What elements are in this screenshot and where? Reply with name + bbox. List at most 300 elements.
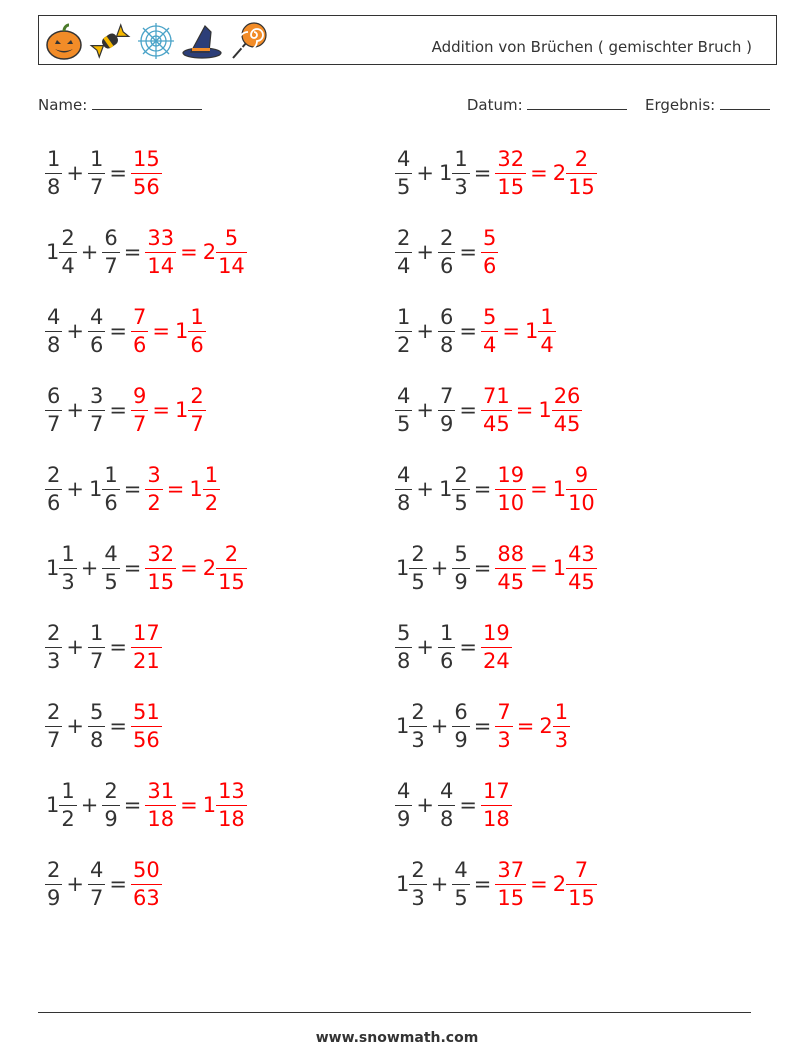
equals-sign: = [123, 240, 142, 264]
addend-b-fraction [89, 699, 104, 752]
answer-mixed-whole: 1 [524, 319, 539, 343]
problem-item [46, 457, 219, 521]
addend-a-fraction [410, 699, 425, 752]
answer-improper-denominator: 18 [147, 806, 175, 831]
answer-mixed-whole: 2 [202, 556, 217, 580]
answer-improper-denominator: 15 [497, 885, 525, 910]
addend-b-fraction [89, 857, 104, 910]
equals-sign: = [123, 556, 142, 580]
answer-improper-fraction [132, 699, 161, 752]
answer-mixed-numerator: 26 [553, 383, 581, 408]
answer-improper-denominator: 56 [132, 727, 160, 752]
plus-sign: + [416, 240, 434, 264]
problem-item [46, 852, 161, 916]
addend-a-whole: 1 [46, 793, 60, 817]
addend-a-numerator: 2 [47, 857, 61, 882]
addend-a-denominator: 3 [61, 569, 75, 594]
problem-item [396, 536, 596, 600]
plus-sign: + [416, 477, 434, 501]
equals-sign: = [109, 635, 127, 659]
addend-b-denominator: 8 [439, 806, 454, 831]
addend-b-fraction [103, 778, 118, 831]
addend-b-fraction [103, 225, 118, 278]
equals-sign: = [109, 161, 127, 185]
answer-mixed-whole: 1 [552, 477, 567, 501]
answer-improper-numerator: 17 [132, 620, 160, 645]
answer-improper-numerator: 32 [147, 541, 175, 566]
answer-mixed-denominator: 15 [568, 174, 595, 199]
answer-mixed-denominator: 2 [204, 490, 219, 515]
addend-b-denominator: 7 [104, 253, 118, 278]
answer-improper-denominator: 2 [147, 490, 161, 515]
equals-sign: = [123, 477, 142, 501]
addend-a-denominator: 7 [47, 411, 61, 436]
addend-b-fraction [103, 462, 118, 515]
addend-b-numerator: 1 [104, 462, 118, 487]
answer-mixed-numerator: 1 [190, 304, 204, 329]
addend-b-numerator: 4 [104, 541, 118, 566]
addend-b-denominator: 6 [89, 332, 104, 357]
plus-sign: + [66, 319, 84, 343]
answer-mixed-denominator: 4 [540, 332, 554, 357]
answer-mixed-numerator: 1 [540, 304, 554, 329]
answer-improper-fraction [482, 778, 511, 831]
problem-item [46, 536, 246, 600]
answer-improper-denominator: 14 [147, 253, 175, 278]
answer-improper-denominator: 6 [482, 253, 497, 278]
equals-sign: = [473, 556, 492, 580]
answer-improper-fraction [496, 541, 525, 594]
answer-improper-fraction [482, 225, 497, 278]
answer-mixed-fraction [567, 541, 596, 594]
addend-a-numerator: 1 [397, 304, 411, 329]
addend-b-denominator: 9 [454, 727, 468, 752]
answer-mixed-denominator: 10 [568, 490, 595, 515]
addend-b-fraction [89, 620, 104, 673]
answer-mixed-numerator: 1 [554, 699, 569, 724]
addend-a-denominator: 9 [397, 806, 411, 831]
equals-sign: = [459, 793, 477, 817]
addend-b-denominator: 8 [439, 332, 454, 357]
plus-sign: + [416, 635, 434, 659]
equals-sign: = [473, 872, 492, 896]
answer-improper-fraction [132, 146, 161, 199]
answer-improper-numerator: 19 [497, 462, 525, 487]
addend-a-fraction [46, 383, 61, 436]
addend-b-fraction [453, 857, 468, 910]
addend-b-fraction [89, 146, 104, 199]
answer-improper-denominator: 10 [497, 490, 525, 515]
answer-improper-denominator: 21 [132, 648, 160, 673]
answer-mixed-fraction [567, 857, 596, 910]
addend-a-denominator: 4 [397, 253, 411, 278]
answer-improper-numerator: 31 [147, 778, 175, 803]
addend-b-denominator: 9 [454, 569, 468, 594]
answer-equals-sign: = [515, 398, 534, 422]
answer-equals-sign: = [180, 793, 198, 817]
name-label: Name: [38, 96, 88, 114]
answer-mixed-denominator: 18 [218, 806, 245, 831]
answer-mixed-fraction [217, 225, 246, 278]
problem-item [46, 773, 246, 837]
addend-b-numerator: 5 [89, 699, 104, 724]
footer-divider [38, 1012, 751, 1013]
problem-item [46, 141, 161, 205]
addend-b-denominator: 5 [454, 490, 468, 515]
answer-improper-denominator: 45 [497, 569, 525, 594]
answer-improper-numerator: 15 [132, 146, 160, 171]
answer-improper-numerator: 33 [147, 225, 175, 250]
addend-a-denominator: 8 [47, 174, 61, 199]
answer-improper-numerator: 17 [482, 778, 510, 803]
addend-a-fraction [410, 857, 425, 910]
answer-improper-numerator: 7 [132, 304, 147, 329]
plus-sign: + [80, 793, 99, 817]
answer-mixed-denominator: 45 [568, 569, 595, 594]
answer-improper-fraction [146, 462, 161, 515]
addend-b-denominator: 6 [439, 648, 454, 673]
answer-mixed-denominator: 7 [190, 411, 204, 436]
answer-mixed-fraction [189, 383, 204, 436]
answer-mixed-numerator: 2 [574, 146, 589, 171]
answer-improper-denominator: 45 [482, 411, 510, 436]
addend-b-denominator: 7 [89, 174, 104, 199]
answer-mixed-whole: 1 [552, 556, 567, 580]
addend-b-numerator: 5 [454, 541, 468, 566]
answer-improper-fraction [132, 383, 147, 436]
answer-mixed-numerator: 43 [568, 541, 595, 566]
answer-mixed-whole: 2 [539, 714, 553, 738]
answer-equals-sign: = [180, 556, 198, 580]
addend-b-fraction [89, 304, 104, 357]
addend-b-denominator: 6 [439, 253, 454, 278]
problem-item [396, 457, 596, 521]
addend-b-numerator: 1 [89, 146, 104, 171]
equals-sign: = [473, 714, 492, 738]
addend-b-denominator: 7 [89, 648, 104, 673]
answer-improper-denominator: 18 [482, 806, 510, 831]
addend-a-fraction [46, 699, 61, 752]
equals-sign: = [109, 714, 127, 738]
plus-sign: + [66, 714, 84, 738]
answer-improper-numerator: 9 [132, 383, 147, 408]
addend-b-fraction [439, 620, 454, 673]
addend-a-denominator: 3 [411, 727, 425, 752]
answer-improper-fraction [132, 857, 161, 910]
addend-a-fraction [60, 225, 75, 278]
answer-improper-denominator: 15 [497, 174, 525, 199]
problem-item [396, 299, 555, 363]
plus-sign: + [66, 635, 84, 659]
addend-b-numerator: 4 [454, 857, 468, 882]
equals-sign: = [109, 319, 127, 343]
plus-sign: + [66, 872, 84, 896]
addend-a-fraction [46, 304, 61, 357]
addend-a-whole: 1 [396, 714, 410, 738]
addend-a-fraction [410, 541, 425, 594]
addend-a-denominator: 5 [411, 569, 425, 594]
addend-b-fraction [89, 383, 104, 436]
answer-improper-numerator: 3 [147, 462, 161, 487]
answer-equals-sign: = [530, 161, 548, 185]
addend-b-fraction [453, 462, 468, 515]
answer-mixed-fraction [553, 383, 582, 436]
addend-b-numerator: 6 [454, 699, 468, 724]
addend-a-denominator: 5 [397, 411, 411, 436]
addend-b-fraction [453, 146, 468, 199]
answer-equals-sign: = [180, 240, 198, 264]
plus-sign: + [80, 556, 99, 580]
addend-b-denominator: 8 [89, 727, 104, 752]
answer-improper-denominator: 4 [482, 332, 497, 357]
problem-item [46, 299, 205, 363]
answer-improper-fraction [146, 778, 175, 831]
addend-a-numerator: 2 [411, 699, 425, 724]
addend-a-denominator: 8 [397, 648, 411, 673]
problem-item [46, 378, 205, 442]
addend-b-fraction [453, 541, 468, 594]
addend-a-numerator: 2 [411, 541, 425, 566]
addend-a-fraction [396, 462, 411, 515]
answer-mixed-whole: 1 [174, 398, 189, 422]
addend-b-whole: 1 [438, 477, 453, 501]
plus-sign: + [416, 398, 434, 422]
addend-a-numerator: 6 [47, 383, 61, 408]
addend-b-numerator: 4 [89, 857, 104, 882]
problem-item [396, 773, 511, 837]
answer-improper-fraction [132, 304, 147, 357]
addend-a-denominator: 2 [397, 332, 411, 357]
answer-improper-denominator: 15 [147, 569, 175, 594]
answer-mixed-whole: 1 [202, 793, 217, 817]
addend-a-fraction [396, 620, 411, 673]
answer-improper-fraction [482, 620, 511, 673]
plus-sign: + [416, 319, 434, 343]
answer-mixed-fraction [554, 699, 569, 752]
answer-improper-fraction [496, 857, 525, 910]
equals-sign: = [123, 793, 142, 817]
addend-b-fraction [439, 304, 454, 357]
answer-mixed-numerator: 2 [190, 383, 204, 408]
answer-mixed-denominator: 45 [553, 411, 581, 436]
problem-item [46, 220, 246, 284]
equals-sign: = [459, 398, 477, 422]
answer-equals-sign: = [516, 714, 535, 738]
addend-a-fraction [396, 304, 411, 357]
answer-improper-denominator: 24 [482, 648, 510, 673]
problem-item [396, 220, 497, 284]
answer-mixed-fraction [204, 462, 219, 515]
answer-improper-numerator: 5 [482, 225, 497, 250]
answer-mixed-fraction [567, 146, 596, 199]
answer-mixed-fraction [217, 778, 246, 831]
answer-mixed-fraction [567, 462, 596, 515]
addend-b-denominator: 9 [104, 806, 118, 831]
answer-mixed-numerator: 2 [224, 541, 239, 566]
equals-sign: = [459, 319, 477, 343]
equals-sign: = [459, 635, 477, 659]
plus-sign: + [430, 714, 449, 738]
answer-equals-sign: = [152, 319, 170, 343]
addend-b-fraction [453, 699, 468, 752]
addend-a-numerator: 2 [411, 857, 425, 882]
answer-improper-fraction [146, 225, 175, 278]
addend-a-numerator: 2 [61, 225, 75, 250]
addend-b-denominator: 3 [454, 174, 468, 199]
addend-a-whole: 1 [396, 872, 410, 896]
date-label: Datum: [466, 96, 523, 114]
addend-a-whole: 1 [396, 556, 410, 580]
addend-b-numerator: 1 [439, 620, 454, 645]
addend-b-numerator: 4 [439, 778, 454, 803]
answer-mixed-fraction [539, 304, 554, 357]
answer-improper-numerator: 7 [497, 699, 511, 724]
answer-improper-fraction [496, 699, 511, 752]
answer-mixed-denominator: 3 [554, 727, 569, 752]
equals-sign: = [473, 161, 492, 185]
equals-sign: = [109, 872, 127, 896]
addend-a-fraction [60, 778, 75, 831]
addend-b-numerator: 2 [104, 778, 118, 803]
answer-improper-fraction [482, 383, 511, 436]
addend-a-denominator: 2 [61, 806, 75, 831]
plus-sign: + [66, 161, 84, 185]
addend-a-whole: 1 [46, 556, 60, 580]
addend-a-denominator: 8 [397, 490, 411, 515]
addend-b-fraction [439, 383, 454, 436]
addend-a-denominator: 7 [47, 727, 61, 752]
answer-mixed-numerator: 7 [574, 857, 589, 882]
answer-mixed-numerator: 9 [574, 462, 589, 487]
addend-b-numerator: 1 [454, 146, 468, 171]
addend-b-numerator: 2 [439, 225, 454, 250]
answer-equals-sign: = [166, 477, 185, 501]
answer-improper-denominator: 63 [132, 885, 160, 910]
answer-mixed-whole: 1 [189, 477, 203, 501]
answer-equals-sign: = [152, 398, 170, 422]
answer-mixed-whole: 2 [552, 161, 567, 185]
addend-a-denominator: 6 [47, 490, 61, 515]
addend-a-numerator: 1 [61, 541, 75, 566]
answer-mixed-denominator: 15 [568, 885, 595, 910]
answer-improper-denominator: 3 [497, 727, 511, 752]
answer-mixed-fraction [189, 304, 204, 357]
answer-equals-sign: = [502, 319, 520, 343]
problem-item [396, 852, 596, 916]
addend-b-denominator: 5 [104, 569, 118, 594]
addend-b-denominator: 9 [439, 411, 454, 436]
problem-item [46, 694, 161, 758]
plus-sign: + [430, 556, 449, 580]
score-label: Ergebnis: [645, 96, 716, 114]
addend-b-numerator: 4 [89, 304, 104, 329]
addend-a-denominator: 9 [47, 885, 61, 910]
equals-sign: = [109, 398, 127, 422]
addend-a-numerator: 2 [397, 225, 411, 250]
answer-improper-fraction [496, 462, 525, 515]
addend-a-fraction [46, 620, 61, 673]
answer-improper-numerator: 51 [132, 699, 160, 724]
plus-sign: + [66, 477, 84, 501]
addend-a-numerator: 2 [47, 620, 61, 645]
plus-sign: + [416, 793, 434, 817]
problem-item [396, 378, 581, 442]
addend-a-whole: 1 [46, 240, 60, 264]
answer-equals-sign: = [530, 556, 548, 580]
answer-improper-denominator: 7 [132, 411, 147, 436]
addend-a-numerator: 2 [47, 699, 61, 724]
answer-mixed-whole: 2 [552, 872, 567, 896]
equals-sign: = [473, 477, 492, 501]
plus-sign: + [430, 872, 449, 896]
addend-a-fraction [46, 462, 61, 515]
answer-improper-fraction [132, 620, 161, 673]
addend-a-fraction [60, 541, 75, 594]
answer-mixed-whole: 2 [202, 240, 217, 264]
footer-url: www.snowmath.com [315, 1030, 479, 1046]
addend-a-numerator: 4 [397, 778, 411, 803]
addend-b-denominator: 7 [89, 885, 104, 910]
addend-a-numerator: 5 [397, 620, 411, 645]
answer-improper-numerator: 5 [482, 304, 497, 329]
plus-sign: + [80, 240, 99, 264]
problem-item [396, 694, 569, 758]
answer-improper-numerator: 50 [132, 857, 160, 882]
answer-equals-sign: = [530, 477, 548, 501]
plus-sign: + [66, 398, 84, 422]
addend-b-numerator: 6 [439, 304, 454, 329]
addend-a-numerator: 1 [61, 778, 75, 803]
answer-mixed-numerator: 1 [204, 462, 219, 487]
addend-a-denominator: 3 [411, 885, 425, 910]
answer-improper-numerator: 32 [497, 146, 525, 171]
answer-improper-numerator: 37 [497, 857, 525, 882]
worksheet-title: Addition von Brüchen ( gemischter Bruch ) [431, 38, 752, 56]
addend-a-fraction [46, 857, 61, 910]
answer-improper-numerator: 71 [482, 383, 510, 408]
addend-b-numerator: 6 [104, 225, 118, 250]
addend-b-whole: 1 [438, 161, 453, 185]
addend-b-numerator: 7 [439, 383, 454, 408]
problem-item [46, 615, 161, 679]
answer-improper-numerator: 19 [482, 620, 510, 645]
addend-a-denominator: 8 [47, 332, 61, 357]
addend-a-fraction [396, 225, 411, 278]
equals-sign: = [459, 240, 477, 264]
addend-a-numerator: 4 [47, 304, 61, 329]
answer-equals-sign: = [530, 872, 548, 896]
addend-a-fraction [396, 383, 411, 436]
addend-a-denominator: 3 [47, 648, 61, 673]
addend-b-denominator: 7 [89, 411, 104, 436]
addend-a-numerator: 4 [397, 146, 411, 171]
problem-item [396, 141, 596, 205]
addend-a-denominator: 4 [61, 253, 75, 278]
addend-b-denominator: 5 [454, 885, 468, 910]
answer-mixed-denominator: 14 [218, 253, 245, 278]
addend-a-fraction [46, 146, 61, 199]
answer-improper-denominator: 6 [132, 332, 147, 357]
answer-improper-fraction [146, 541, 175, 594]
answer-mixed-whole: 1 [174, 319, 189, 343]
answer-mixed-denominator: 6 [190, 332, 204, 357]
problem-item [396, 615, 511, 679]
addend-b-fraction [439, 225, 454, 278]
answer-mixed-fraction [217, 541, 246, 594]
answer-mixed-numerator: 5 [224, 225, 239, 250]
addend-b-numerator: 1 [89, 620, 104, 645]
addend-a-numerator: 2 [47, 462, 61, 487]
